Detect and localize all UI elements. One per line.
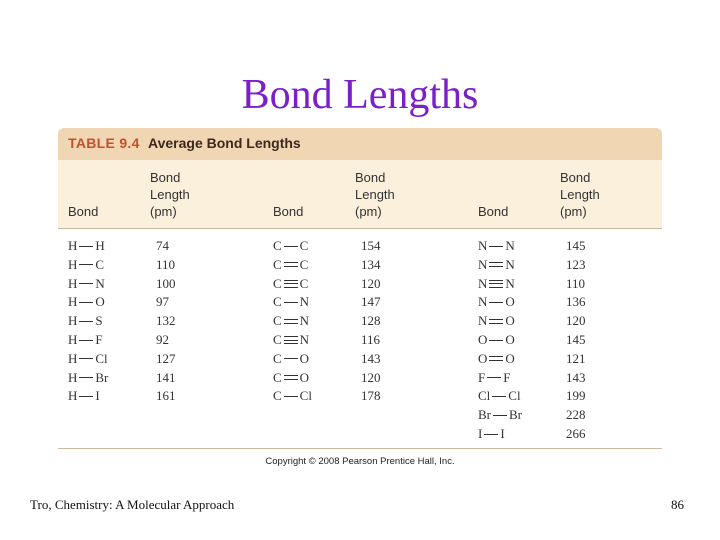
bond-atom-b: O bbox=[505, 313, 515, 329]
bond-order-line bbox=[489, 317, 503, 326]
bond-atom-a: N bbox=[478, 313, 488, 329]
bond-cell bbox=[478, 331, 515, 349]
bond-atom-a: C bbox=[273, 332, 282, 347]
bond-length-value: 97 bbox=[156, 294, 169, 310]
bond-cell bbox=[68, 350, 108, 368]
bond-order-line bbox=[79, 260, 93, 269]
bond-atom-a: Br bbox=[478, 407, 491, 423]
bond-length-value: 120 bbox=[361, 275, 381, 291]
bond-atom-a: H bbox=[68, 388, 78, 404]
bond-cell bbox=[478, 369, 510, 387]
bond-atom-b: I bbox=[500, 426, 505, 441]
bond-order-line bbox=[79, 298, 93, 307]
bond-length-value: 134 bbox=[361, 256, 381, 272]
bond-cell bbox=[68, 237, 105, 255]
bond-order-line bbox=[492, 392, 506, 401]
bond-atom-a: H bbox=[68, 294, 78, 310]
bond-atom-b: Br bbox=[509, 407, 522, 423]
bond-order-line bbox=[284, 392, 298, 401]
bond-cell bbox=[478, 293, 515, 311]
bond-atom-b: O bbox=[505, 294, 515, 310]
bond-length-value: 266 bbox=[566, 426, 586, 441]
bond-cell bbox=[273, 350, 309, 368]
bond-length-value: 154 bbox=[361, 238, 381, 253]
bond-length-value: 120 bbox=[566, 313, 586, 329]
bond-atom-a: N bbox=[478, 275, 488, 291]
bond-cell bbox=[478, 406, 522, 424]
bond-atom-a: H bbox=[68, 313, 78, 329]
bond-length-value: 136 bbox=[566, 294, 586, 310]
copyright-notice: Copyright © 2008 Pearson Prentice Hall, Inc. bbox=[265, 456, 455, 467]
bond-length-value: 110 bbox=[156, 256, 176, 272]
bond-atom-b: C bbox=[299, 275, 309, 291]
bond-length-value: 143 bbox=[361, 350, 381, 366]
bond-atom-b: N bbox=[505, 256, 515, 272]
bond-cell bbox=[478, 256, 515, 274]
bond-atom-b: N bbox=[95, 275, 105, 291]
bond-length-value: 228 bbox=[566, 407, 586, 423]
bond-atom-b: C bbox=[299, 256, 309, 272]
slide-title: Bond Lengths bbox=[241, 72, 479, 118]
column-header-bond: Bond bbox=[478, 204, 509, 219]
bond-atom-b: H bbox=[95, 238, 105, 253]
table-name: Average Bond Lengths bbox=[148, 135, 301, 151]
bond-atom-a: C bbox=[273, 294, 282, 310]
bond-order-line bbox=[79, 336, 93, 345]
bond-atom-b: N bbox=[299, 294, 310, 310]
column-header-bond: Bond bbox=[273, 204, 304, 219]
bond-cell bbox=[478, 425, 505, 443]
bond-length-value: 161 bbox=[156, 388, 176, 404]
bond-atom-a: O bbox=[478, 332, 488, 347]
bond-cell bbox=[478, 387, 521, 405]
bond-order-line bbox=[284, 298, 298, 307]
bond-cell bbox=[273, 293, 309, 311]
bond-atom-a: H bbox=[68, 238, 78, 253]
bond-cell bbox=[273, 331, 309, 349]
bond-cell bbox=[68, 312, 103, 330]
column-header-length: Bond Length (pm) bbox=[355, 170, 395, 219]
bond-atom-a: H bbox=[68, 369, 78, 385]
bond-atom-b: O bbox=[299, 369, 310, 385]
bond-atom-a: C bbox=[273, 369, 282, 385]
bond-order-line bbox=[489, 242, 503, 251]
bond-atom-b: O bbox=[299, 350, 310, 366]
bond-order-line bbox=[79, 392, 93, 401]
bond-atom-b: S bbox=[95, 313, 103, 329]
bond-cell bbox=[478, 312, 515, 330]
bond-length-value: 143 bbox=[566, 369, 586, 385]
column-header-bond: Bond bbox=[68, 204, 99, 219]
bond-atom-a: C bbox=[273, 388, 282, 404]
bond-length-value: 123 bbox=[566, 256, 586, 272]
bond-order-line bbox=[489, 260, 503, 269]
bond-order-line bbox=[284, 260, 298, 269]
bond-atom-a: C bbox=[273, 313, 282, 329]
bond-atom-a: Cl bbox=[478, 388, 491, 404]
bond-atom-a: H bbox=[68, 256, 78, 272]
bond-order-line bbox=[489, 298, 503, 307]
bond-atom-b: I bbox=[95, 388, 100, 404]
bond-order-line bbox=[284, 317, 298, 326]
bond-atom-b: C bbox=[95, 256, 105, 272]
bond-order-line bbox=[284, 373, 298, 382]
bond-cell bbox=[478, 237, 515, 255]
bond-cell bbox=[273, 256, 308, 274]
bond-order-line bbox=[284, 242, 298, 251]
bond-order-line bbox=[284, 279, 298, 288]
bond-length-value: 128 bbox=[361, 313, 381, 329]
bond-length-value: 199 bbox=[566, 388, 586, 404]
bond-atom-a: H bbox=[68, 350, 78, 366]
bond-atom-b: Cl bbox=[299, 388, 312, 404]
bond-length-value: 127 bbox=[156, 350, 176, 366]
bond-length-value: 121 bbox=[566, 350, 586, 366]
bond-order-line bbox=[79, 242, 93, 251]
table-number: TABLE 9.4 bbox=[68, 135, 140, 151]
bond-length-value: 116 bbox=[361, 332, 381, 347]
bond-length-value: 120 bbox=[361, 369, 381, 385]
bond-order-line bbox=[489, 279, 503, 288]
bond-cell bbox=[68, 331, 103, 349]
bond-atom-a: I bbox=[478, 426, 483, 441]
bond-order-line bbox=[79, 279, 93, 288]
bond-atom-b: N bbox=[299, 313, 310, 329]
bond-order-line bbox=[487, 373, 501, 382]
bond-atom-a: N bbox=[478, 256, 488, 272]
table-caption-bar bbox=[58, 128, 662, 160]
footer-citation: Tro, Chemistry: A Molecular Approach bbox=[30, 497, 235, 512]
bond-cell bbox=[68, 256, 104, 274]
bond-length-table bbox=[58, 128, 662, 450]
bond-atom-a: H bbox=[68, 332, 78, 347]
bond-cell bbox=[273, 275, 308, 293]
bond-length-value: 178 bbox=[361, 388, 381, 404]
bond-length-value: 132 bbox=[156, 313, 176, 329]
bond-length-value: 74 bbox=[156, 238, 169, 253]
bond-atom-b: N bbox=[299, 332, 310, 347]
bond-cell bbox=[478, 350, 515, 368]
bond-atom-a: H bbox=[68, 275, 78, 291]
bond-order-line bbox=[79, 354, 93, 363]
bond-atom-b: O bbox=[95, 294, 105, 310]
bond-length-value: 145 bbox=[566, 332, 586, 347]
bond-order-line bbox=[489, 354, 503, 363]
bond-order-line bbox=[284, 354, 298, 363]
bond-atom-b: Br bbox=[95, 369, 109, 385]
bond-order-line bbox=[284, 336, 298, 345]
bond-order-line bbox=[489, 336, 503, 345]
bond-atom-a: C bbox=[273, 350, 282, 366]
bond-atom-b: O bbox=[505, 332, 515, 347]
bond-cell bbox=[273, 312, 309, 330]
bond-cell bbox=[68, 387, 100, 405]
bond-length-value: 145 bbox=[566, 238, 586, 253]
bond-length-value: 141 bbox=[156, 369, 176, 385]
bond-atom-a: N bbox=[478, 238, 488, 253]
bond-atom-b: Cl bbox=[508, 388, 521, 404]
bond-cell bbox=[273, 369, 309, 387]
bond-atom-b: F bbox=[503, 369, 511, 385]
column-header-length: Bond Length (pm) bbox=[150, 170, 190, 219]
bond-order-line bbox=[493, 411, 507, 420]
bond-atom-a: O bbox=[478, 350, 488, 366]
bond-length-value: 100 bbox=[156, 275, 176, 291]
column-header-length: Bond Length (pm) bbox=[560, 170, 600, 219]
bond-atom-b: Cl bbox=[95, 350, 108, 366]
bond-atom-b: C bbox=[299, 238, 309, 253]
bond-atom-b: F bbox=[95, 332, 103, 347]
bond-atom-b: N bbox=[505, 275, 515, 291]
bond-cell bbox=[478, 275, 515, 293]
page-number: 86 bbox=[671, 497, 684, 512]
bond-cell bbox=[68, 293, 105, 311]
bond-atom-a: C bbox=[273, 238, 282, 253]
bond-cell bbox=[273, 237, 308, 255]
bond-atom-a: C bbox=[273, 275, 282, 291]
bond-cell bbox=[68, 369, 108, 387]
bond-length-value: 92 bbox=[156, 332, 169, 347]
bond-atom-a: C bbox=[273, 256, 282, 272]
table-bottom-divider bbox=[58, 448, 662, 449]
bond-order-line bbox=[79, 317, 93, 326]
bond-length-value: 147 bbox=[361, 294, 381, 310]
header-divider bbox=[58, 228, 662, 229]
bond-atom-a: N bbox=[478, 294, 488, 310]
bond-length-value: 110 bbox=[566, 275, 586, 291]
bond-cell bbox=[273, 387, 312, 405]
bond-cell bbox=[68, 275, 105, 293]
bond-order-line bbox=[79, 373, 93, 382]
bond-atom-b: N bbox=[505, 238, 515, 253]
bond-order-line bbox=[484, 430, 498, 439]
bond-atom-a: F bbox=[478, 369, 486, 385]
bond-atom-b: O bbox=[505, 350, 515, 366]
